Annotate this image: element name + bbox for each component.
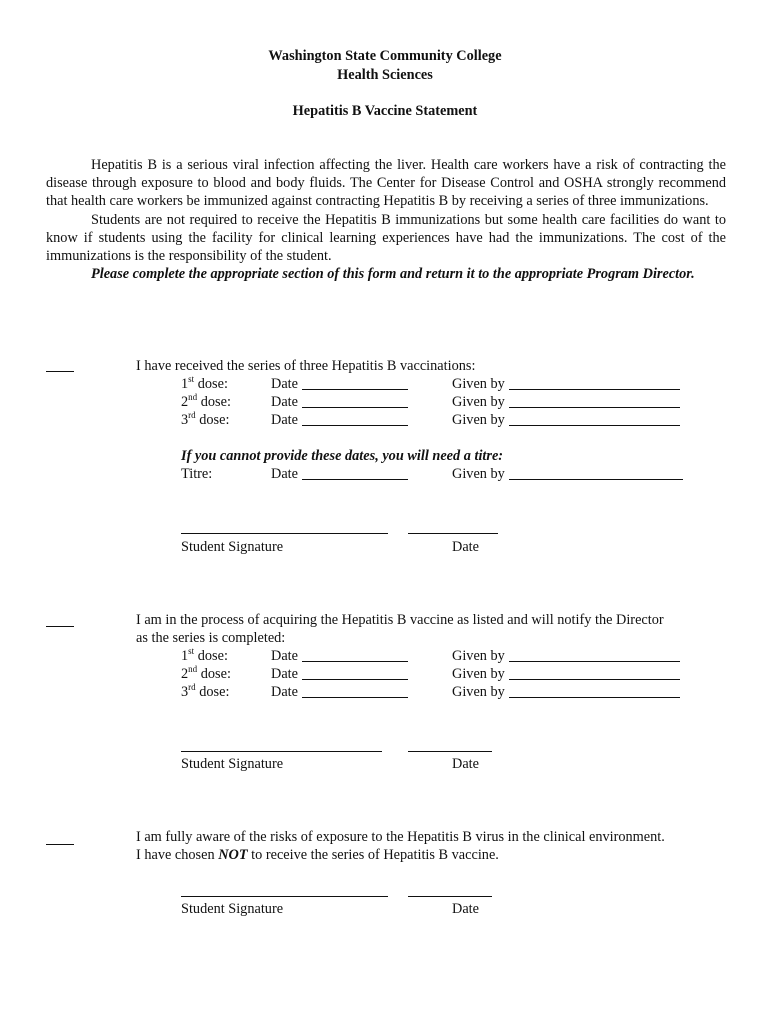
not-emphasis: NOT <box>218 847 248 863</box>
s1-dose3-date-field[interactable] <box>302 425 408 426</box>
s2-dose3-date-field[interactable] <box>302 697 408 698</box>
s3-signature-date-label: Date <box>452 901 479 917</box>
s1-dose2-date-label: Date <box>271 394 298 410</box>
s3-signature-date-field[interactable] <box>408 896 492 897</box>
s1-dose3-givenby-label: Given by <box>452 412 505 428</box>
s1-signature-date-label: Date <box>452 539 479 555</box>
s2-signature-field[interactable] <box>181 751 382 752</box>
s2-dose1-givenby-field[interactable] <box>509 661 680 662</box>
instruction-text: Please complete the appropriate section of this form and return it to the appropriate Program Director. <box>91 266 695 283</box>
intro-text <box>46 156 726 283</box>
s3-signature-field[interactable] <box>181 896 388 897</box>
s2-dose3-givenby-field[interactable] <box>509 697 680 698</box>
s1-dose3-date-label: Date <box>271 412 298 428</box>
s1-dose2-givenby-label: Given by <box>452 394 505 410</box>
s2-dose1-givenby-label: Given by <box>452 648 505 664</box>
s1-dose1-date-field[interactable] <box>302 389 408 390</box>
s2-signature-date-label: Date <box>452 756 479 772</box>
intro-paragraph-1: Hepatitis B is a serious viral infection affecting the liver. Health care workers have a risk of contracting the disease through exposure to blood and body fluids. The Center for Disease Control and OSHA strongly recommend that health care workers be immunized against contracting Hepatitis B by receiving a series of three immunizations. <box>46 157 726 210</box>
s2-dose2-givenby-field[interactable] <box>509 679 680 680</box>
document-title: Hepatitis B Vaccine Statement <box>292 103 478 119</box>
section2-checkbox-line[interactable] <box>46 611 74 627</box>
section1-statement: I have received the series of three Hepatitis B vaccinations: <box>136 358 476 374</box>
s2-dose2-date-field[interactable] <box>302 679 408 680</box>
s2-signature-date-field[interactable] <box>408 751 492 752</box>
section1-checkbox-line[interactable] <box>46 356 74 372</box>
s2-signature-label: Student Signature <box>181 756 284 772</box>
department-name: Health Sciences <box>337 67 433 83</box>
s1-signature-field[interactable] <box>181 533 388 534</box>
titre-date-field[interactable] <box>302 479 408 480</box>
s1-dose1-givenby-label: Given by <box>452 376 505 392</box>
s1-signature-label: Student Signature <box>181 539 284 555</box>
college-name: Washington State Community College <box>268 48 502 64</box>
titre-givenby-field[interactable] <box>509 479 683 480</box>
titre-givenby-label: Given by <box>452 466 505 482</box>
s2-dose3-givenby-label: Given by <box>452 684 505 700</box>
section2-statement-line1: I am in the process of acquiring the Hepatitis B vaccine as listed and will notify the Director <box>136 612 664 628</box>
section3-statement-line1: I am fully aware of the risks of exposure to the Hepatitis B virus in the clinical environment. <box>136 829 665 845</box>
s2-dose1-label: 1st dose: <box>181 646 228 664</box>
s1-dose3-label: 3rd dose: <box>181 410 230 428</box>
s3-signature-label: Student Signature <box>181 901 284 917</box>
s1-dose2-givenby-field[interactable] <box>509 407 680 408</box>
s1-dose1-givenby-field[interactable] <box>509 389 680 390</box>
s1-dose3-givenby-field[interactable] <box>509 425 680 426</box>
s1-dose1-label: 1st dose: <box>181 374 228 392</box>
section3-checkbox-line[interactable] <box>46 829 74 845</box>
section3-statement-line2: I have chosen NOT to receive the series of Hepatitis B vaccine. <box>136 847 499 863</box>
s2-dose2-label: 2nd dose: <box>181 664 231 682</box>
s1-dose2-date-field[interactable] <box>302 407 408 408</box>
s2-dose2-date-label: Date <box>271 666 298 682</box>
s1-signature-date-field[interactable] <box>408 533 498 534</box>
s2-dose2-givenby-label: Given by <box>452 666 505 682</box>
s2-dose1-date-label: Date <box>271 648 298 664</box>
titre-date-label: Date <box>271 466 298 482</box>
section2-statement-line2: as the series is completed: <box>136 630 286 646</box>
intro-paragraph-2: Students are not required to receive the Hepatitis B immunizations but some health care facilities do want to know if students using the facility for clinical learning experiences have had the immunizations. The cost of the immunizations is the responsibility of the student. <box>46 211 726 265</box>
s2-dose3-date-label: Date <box>271 684 298 700</box>
s2-dose3-label: 3rd dose: <box>181 682 230 700</box>
titre-label: Titre: <box>181 466 213 482</box>
s1-dose2-label: 2nd dose: <box>181 392 231 410</box>
titre-note: If you cannot provide these dates, you will need a titre: <box>181 448 504 464</box>
s2-dose1-date-field[interactable] <box>302 661 408 662</box>
s1-dose1-date-label: Date <box>271 376 298 392</box>
